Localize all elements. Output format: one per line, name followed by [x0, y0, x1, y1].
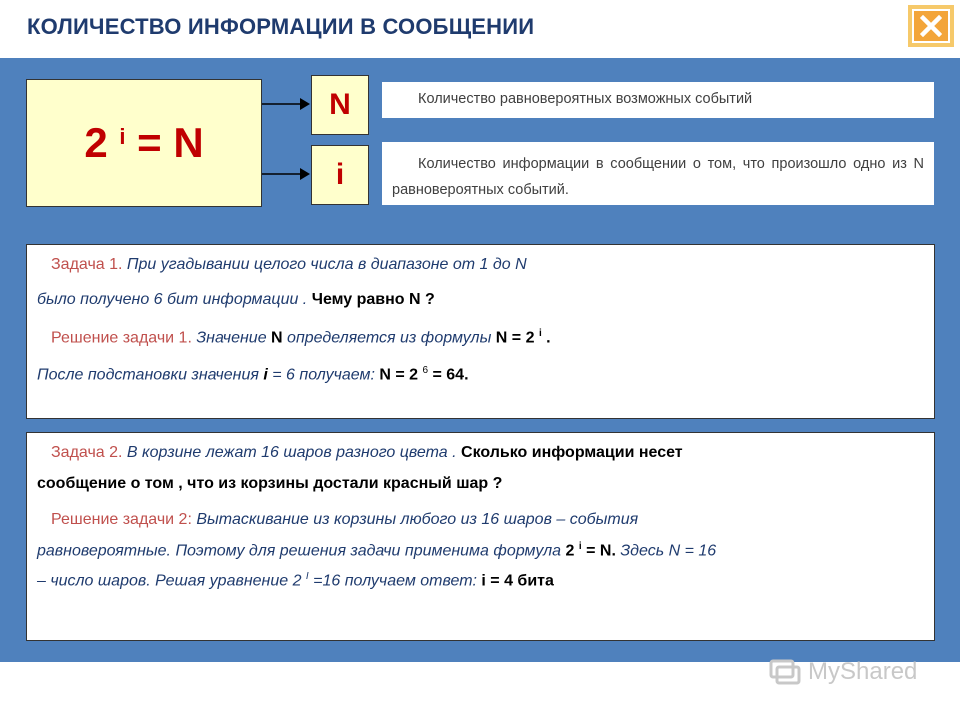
task-1-text-3e: i — [538, 328, 542, 339]
task-1-text-3f: . — [541, 329, 551, 347]
task-1-text-4a: После подстановки значения — [37, 366, 264, 384]
task-2-text-4e: Здесь N = 16 — [615, 542, 717, 560]
page-title: КОЛИЧЕСТВО ИНФОРМАЦИИ В СООБЩЕНИИ — [27, 14, 535, 39]
task-2-line-1 — [51, 444, 916, 462]
task-1-text-3c: определяется из формулы — [282, 329, 496, 347]
formula-base: 2 — [84, 119, 108, 166]
task-1-text-4b: i — [263, 366, 268, 384]
watermark-logo-icon — [768, 657, 802, 687]
variable-i-description: Количество информации в сообщении о том, что произошло одно из N равновероятных событий. — [382, 142, 934, 205]
task-2-question-1: Сколько информации несет — [461, 444, 683, 461]
task-1-line-1 — [51, 256, 916, 274]
task-2-text-5b: I — [305, 571, 309, 582]
arrow-head-i — [300, 168, 310, 180]
task-2-text-3: Вытаскивание из корзины любого из 16 шаров – события — [191, 511, 639, 528]
task-1-line-3 — [51, 328, 916, 347]
task-1-text-4e: 6 — [422, 365, 429, 376]
variable-n-box: N — [311, 75, 369, 135]
task-2-text-4b: 2 — [565, 542, 575, 560]
task-1-text-3d: N = 2 — [495, 329, 535, 347]
task-1-text-2a: было получено 6 бит информации . — [37, 291, 312, 308]
task-2-line-4 — [37, 541, 916, 560]
watermark — [768, 657, 917, 687]
task-2-text-4c: i — [578, 541, 582, 552]
task-2-line-2: сообщение о том , что из корзины достали красный шар ? — [37, 475, 503, 492]
formula-rest: = N — [137, 119, 204, 166]
task-2-card — [26, 432, 935, 641]
task-2-text-5c: =16 получаем ответ: — [308, 572, 482, 590]
task-1-question: Чему равно N ? — [311, 291, 435, 308]
task-1-text-4f: = 64. — [428, 366, 469, 384]
task-1-line-4 — [37, 365, 916, 384]
task-2-solution-label: Решение задачи 2: — [51, 511, 192, 528]
variable-i-box: i — [311, 145, 369, 205]
task-1-label: Задача 1. — [51, 256, 123, 273]
arrow-head-n — [300, 98, 310, 110]
task-2-label: Задача 2. — [51, 444, 123, 461]
task-1-text-4d: N = 2 — [379, 366, 419, 384]
task-2-text-1a: В корзине лежат 16 шаров разного цвета . — [122, 444, 462, 461]
variable-n-description: Количество равновероятных возможных событий — [382, 82, 934, 118]
task-1-text-3a: Значение — [191, 329, 272, 347]
task-1-text-4c: = 6 получаем: — [267, 366, 380, 384]
watermark-text: MyShared — [808, 658, 918, 685]
task-1-text-1: При угадывании целого числа в диапазоне от 1 до N — [122, 256, 527, 273]
task-2-text-5a: – число шаров. Решая уравнение 2 — [37, 572, 302, 590]
task-2-line-3 — [51, 511, 916, 529]
task-1-solution-label: Решение задачи 1. — [51, 329, 192, 347]
task-2-text-4d: = N. — [581, 542, 616, 560]
task-1-line-2 — [37, 291, 916, 309]
task-2-text-4a: равновероятные. Поэтому для решения задачи применима формула — [37, 542, 566, 560]
task-1-card — [26, 244, 935, 419]
task-1-text-3b: N — [271, 329, 283, 347]
task-2-line-5 — [37, 571, 916, 590]
formula-exponent: i — [119, 124, 126, 149]
task-2-answer: i = 4 бита — [481, 572, 554, 590]
